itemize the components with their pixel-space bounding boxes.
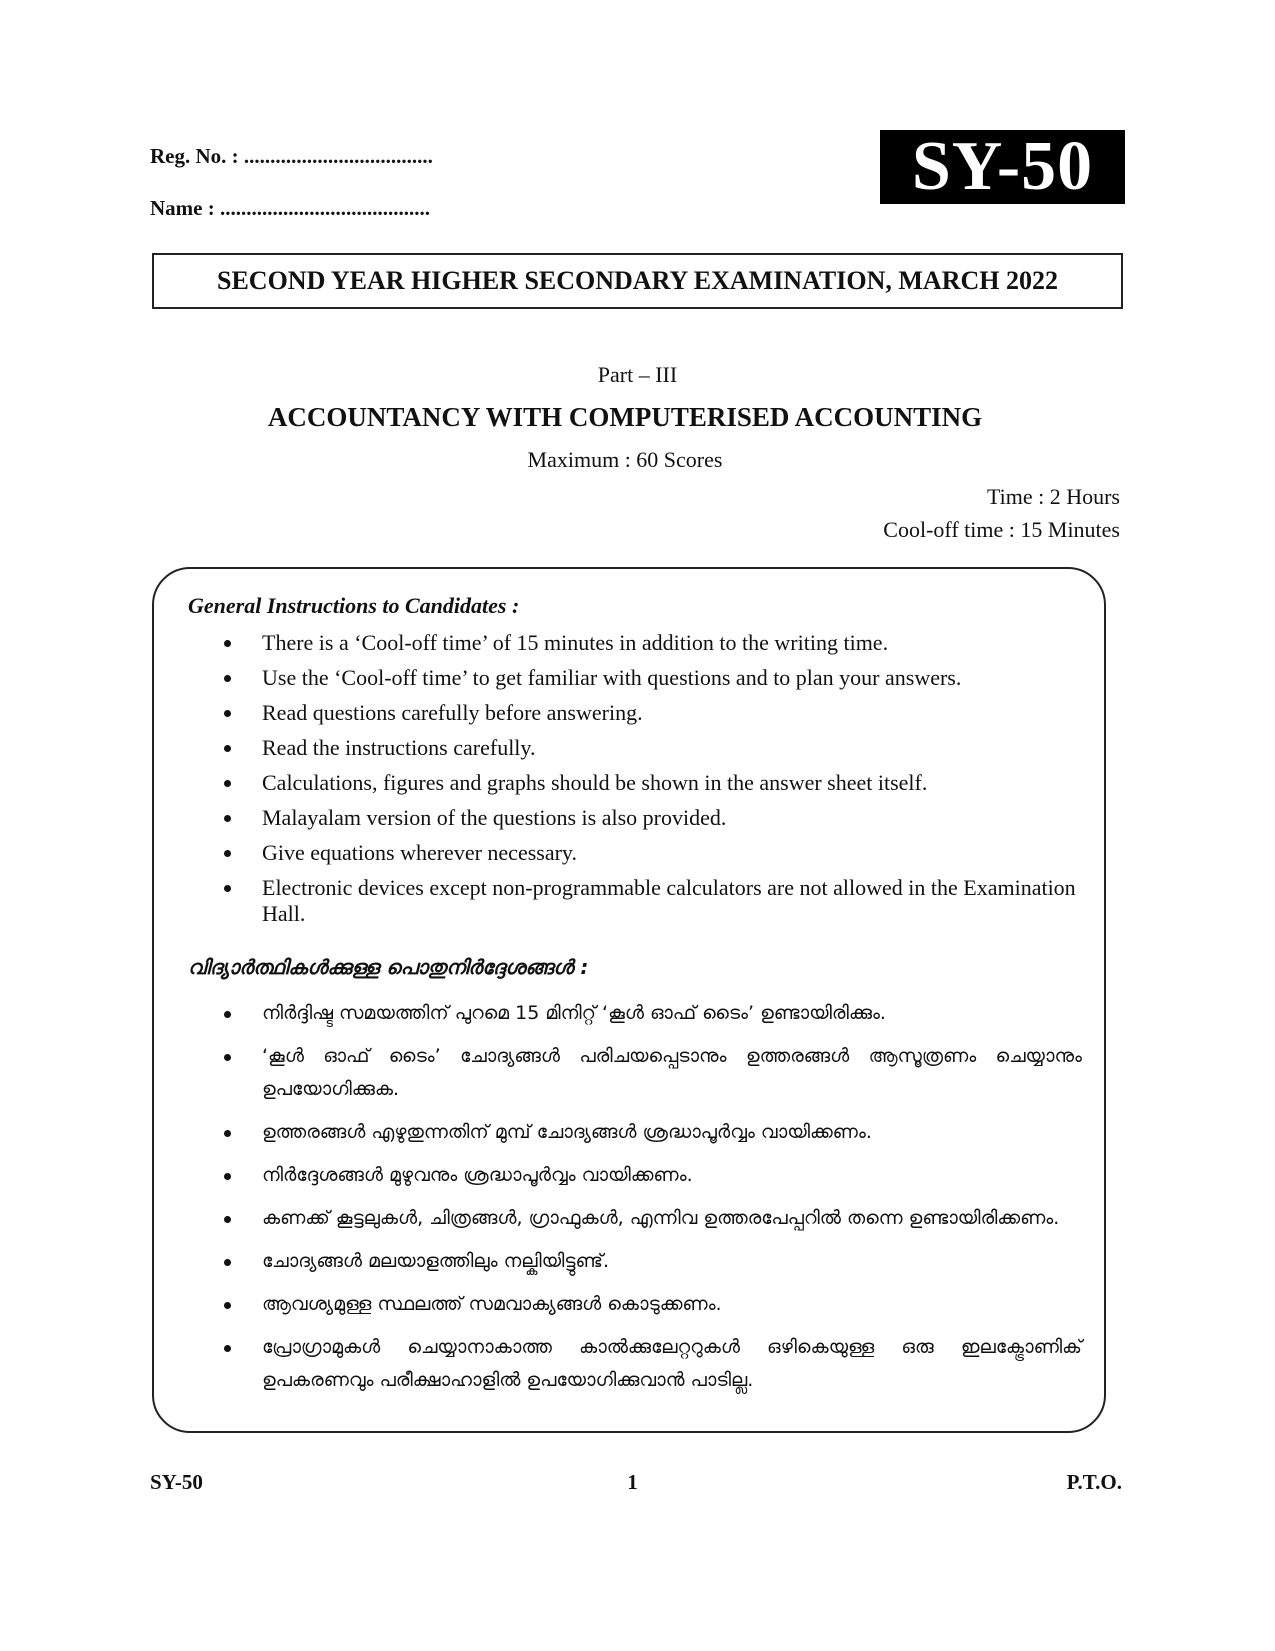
instruction-item: There is a ‘Cool-off time’ of 15 minutes in addition to the writing time. bbox=[222, 630, 1082, 656]
page-number: 1 bbox=[627, 1470, 638, 1494]
maximum-scores: Maximum : 60 Scores bbox=[527, 447, 723, 472]
instruction-ml-item: നിർദ്ദേശങ്ങൾ മുഴുവനും ശ്രദ്ധാപൂർവ്വം വായിക്കണം. bbox=[222, 1159, 1082, 1192]
exam-title: SECOND YEAR HIGHER SECONDARY EXAMINATION, MARCH 2022 bbox=[152, 253, 1123, 309]
instruction-ml-item: നിർദ്ദിഷ്ട സമയത്തിന് പുറമെ 15 മിനിറ്റ് ‘കൂൾ ഓഫ് ടൈം’ ഉണ്ടായിരിക്കും. bbox=[222, 997, 1082, 1030]
part-label: Part – III bbox=[597, 362, 678, 387]
cool-off-time: Cool-off time : 15 Minutes bbox=[883, 517, 1120, 542]
footer-paper-code: SY-50 bbox=[150, 1470, 203, 1494]
instruction-ml-item: ‘കൂൾ ഓഫ് ടൈം’ ചോദ്യങ്ങൾ പരിചയപ്പെടാനും ഉത്തരങ്ങൾ ആസൂത്രണം ചെയ്യാനും ഉപയോഗിക്കുക. bbox=[222, 1040, 1082, 1106]
pto-label: P.T.O. bbox=[1066, 1470, 1122, 1494]
instruction-item: Calculations, figures and graphs should be shown in the answer sheet itself. bbox=[222, 770, 1082, 796]
instruction-item: Malayalam version of the questions is also provided. bbox=[222, 805, 1082, 831]
instruction-ml-item: ഉത്തരങ്ങൾ എഴുതുന്നതിന് മുമ്പ് ചോദ്യങ്ങൾ ശ്രദ്ധാപൂർവ്വം വായിക്കണം. bbox=[222, 1116, 1082, 1149]
instruction-ml-item: കണക്ക് കൂട്ടലുകൾ, ചിത്രങ്ങൾ, ഗ്രാഫുകൾ, എന്നിവ ഉത്തരപേപ്പറിൽ തന്നെ ഉണ്ടായിരിക്കണം. bbox=[222, 1202, 1082, 1235]
exam-time: Time : 2 Hours bbox=[986, 484, 1120, 509]
instruction-item: Use the ‘Cool-off time’ to get familiar with questions and to plan your answers. bbox=[222, 665, 1082, 691]
name-field: Name : ........................................ bbox=[150, 196, 430, 220]
instructions-list bbox=[222, 630, 1082, 936]
instruction-item: Electronic devices except non-programmable calculators are not allowed in the Examination Hall. bbox=[222, 875, 1082, 927]
instruction-item: Read questions carefully before answering. bbox=[222, 700, 1082, 726]
paper-code-badge: SY-50 bbox=[880, 130, 1125, 204]
instruction-item: Read the instructions carefully. bbox=[222, 735, 1082, 761]
reg-no-field: Reg. No. : .................................... bbox=[150, 144, 433, 168]
instructions-ml-list bbox=[222, 997, 1082, 1407]
instructions-title: General Instructions to Candidates : bbox=[188, 593, 520, 618]
instructions-ml-title: വിദ്യാർത്ഥികൾക്കുള്ള പൊതുനിർദ്ദേശങ്ങൾ : bbox=[188, 955, 589, 979]
instruction-ml-item: ആവശ്യമുള്ള സ്ഥലത്ത് സമവാക്യങ്ങൾ കൊടുക്കണം. bbox=[222, 1288, 1082, 1321]
instruction-ml-item: ചോദ്യങ്ങൾ മലയാളത്തിലും നല്കിയിട്ടുണ്ട്. bbox=[222, 1245, 1082, 1278]
instruction-ml-item: പ്രോഗ്രാമുകൾ ചെയ്യാനാകാത്ത കാൽക്കുലേറ്ററുകൾ ഒഴികെയുള്ള ഒരു ഇലക്ട്രോണിക് ഉപകരണവും പരീക്ഷാഹാളിൽ ഉപയോഗിക്കുവാൻ പാടില്ല. bbox=[222, 1331, 1082, 1397]
instruction-item: Give equations wherever necessary. bbox=[222, 840, 1082, 866]
subject-title: ACCOUNTANCY WITH COMPUTERISED ACCOUNTING bbox=[267, 402, 983, 432]
